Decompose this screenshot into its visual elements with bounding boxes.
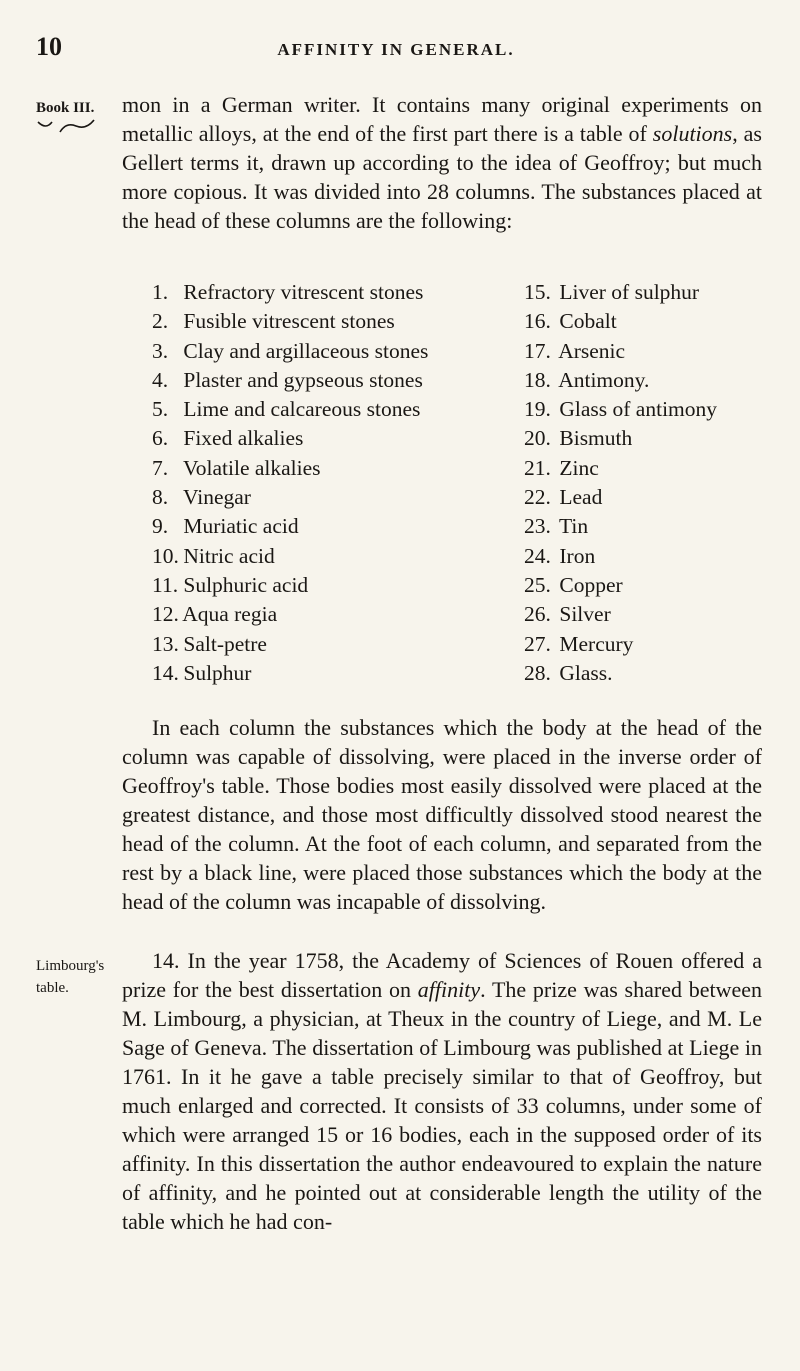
list-item: 23. Tin bbox=[524, 514, 589, 539]
list-item: 17. Arsenic bbox=[524, 338, 626, 363]
list-item: 5. Lime and calcareous stones bbox=[152, 397, 421, 422]
list-item: 19. Glass of antimony bbox=[524, 397, 718, 422]
paragraph-text: In each column the substances which the body at the head of the column was capable of dissolving, were placed in the inverse order of Geoffroy's table. Those bodies most easily dissolved were placed at the greatest distance, and those most difficultly dissolved stood nearest the head of the column. At the foot of each column, and separated from the rest by a black line, were placed those substances which the body at the head of the column was incapable of dissolving. bbox=[122, 715, 762, 914]
list-item: 8. Vinegar bbox=[152, 485, 251, 510]
list-item: 4. Plaster and gypseous stones bbox=[152, 367, 423, 392]
column-order-paragraph bbox=[122, 713, 762, 916]
list-item: 1. Refractory vitrescent stones bbox=[152, 280, 424, 304]
intro-italic: solutions bbox=[652, 121, 733, 146]
list-item: 6. Fixed alkalies bbox=[152, 426, 304, 451]
limbourg-paragraph bbox=[122, 946, 762, 1236]
list-item: 10. Nitric acid bbox=[152, 543, 275, 568]
page-header bbox=[36, 30, 756, 70]
list-item: 28. Glass. bbox=[524, 660, 613, 685]
intro-text-end: , as Gellert terms it, drawn up according to the idea of Geoffroy; but much more copious. It was divided into 28 columns. The substances placed at the head of these columns are the following: bbox=[122, 121, 762, 233]
list-item: 12. Aqua regia bbox=[152, 602, 278, 627]
list-item: 15. Liver of sulphur bbox=[524, 280, 700, 304]
list-item: 24. Iron bbox=[524, 543, 596, 568]
running-title: AFFINITY IN GENERAL. bbox=[277, 40, 515, 59]
list-item: 26. Silver bbox=[524, 602, 611, 627]
list-item: 14. Sulphur bbox=[152, 660, 252, 685]
side-note-line: Limbourg's bbox=[36, 958, 105, 974]
list-item: 16. Cobalt bbox=[524, 309, 617, 334]
side-note-line: table. bbox=[36, 980, 69, 996]
substance-list-left bbox=[152, 278, 522, 688]
list-item: 11. Sulphuric acid bbox=[152, 572, 309, 597]
list-item: 21. Zinc bbox=[524, 455, 599, 480]
side-note bbox=[36, 955, 104, 999]
list-item: 7. Volatile alkalies bbox=[152, 455, 321, 480]
list-item: 20. Bismuth bbox=[524, 426, 633, 451]
para3-text-end: . The prize was shared between M. Limbourg, a physician, at Theux in the country of Liege, and M. Le Sage of Geneva. The dissertation of Limbourg was published at Liege in 1761. In it he gave a table precisely similar to that of Geoffroy, but much enlarged and corrected. It consists of 33 columns, under some of which were arranged 15 or 16 bodies, each in the supposed order of its affinity. In this dissertation the author endeavoured to explain the nature of affinity, and he pointed out at considerable length the utility of the table which he had con- bbox=[122, 977, 762, 1234]
para3-text: 14. In the year 1758, the Academy of Sciences of Rouen offered a prize for the best dissertation on bbox=[122, 948, 762, 1002]
intro-text: mon in a German writer. It contains many original experiments on metallic alloys, at the end of the first part there is a table of bbox=[122, 92, 762, 146]
list-item: 9. Muriatic acid bbox=[152, 514, 299, 539]
substance-list-right bbox=[524, 278, 774, 688]
list-item: 3. Clay and argillaceous stones bbox=[152, 338, 429, 363]
list-item: 27. Mercury bbox=[524, 631, 634, 656]
list-item: 13. Salt-petre bbox=[152, 631, 267, 656]
para3-italic: affinity bbox=[417, 977, 481, 1002]
list-item: 25. Copper bbox=[524, 572, 623, 597]
book-label: Book III. bbox=[36, 100, 95, 116]
page-number: 10 bbox=[36, 32, 62, 61]
swash-ornament bbox=[36, 116, 106, 140]
list-item: 22. Lead bbox=[524, 485, 603, 510]
list-item: 18. Antimony. bbox=[524, 367, 650, 392]
intro-paragraph bbox=[122, 90, 762, 235]
list-item: 2. Fusible vitrescent stones bbox=[152, 309, 395, 334]
